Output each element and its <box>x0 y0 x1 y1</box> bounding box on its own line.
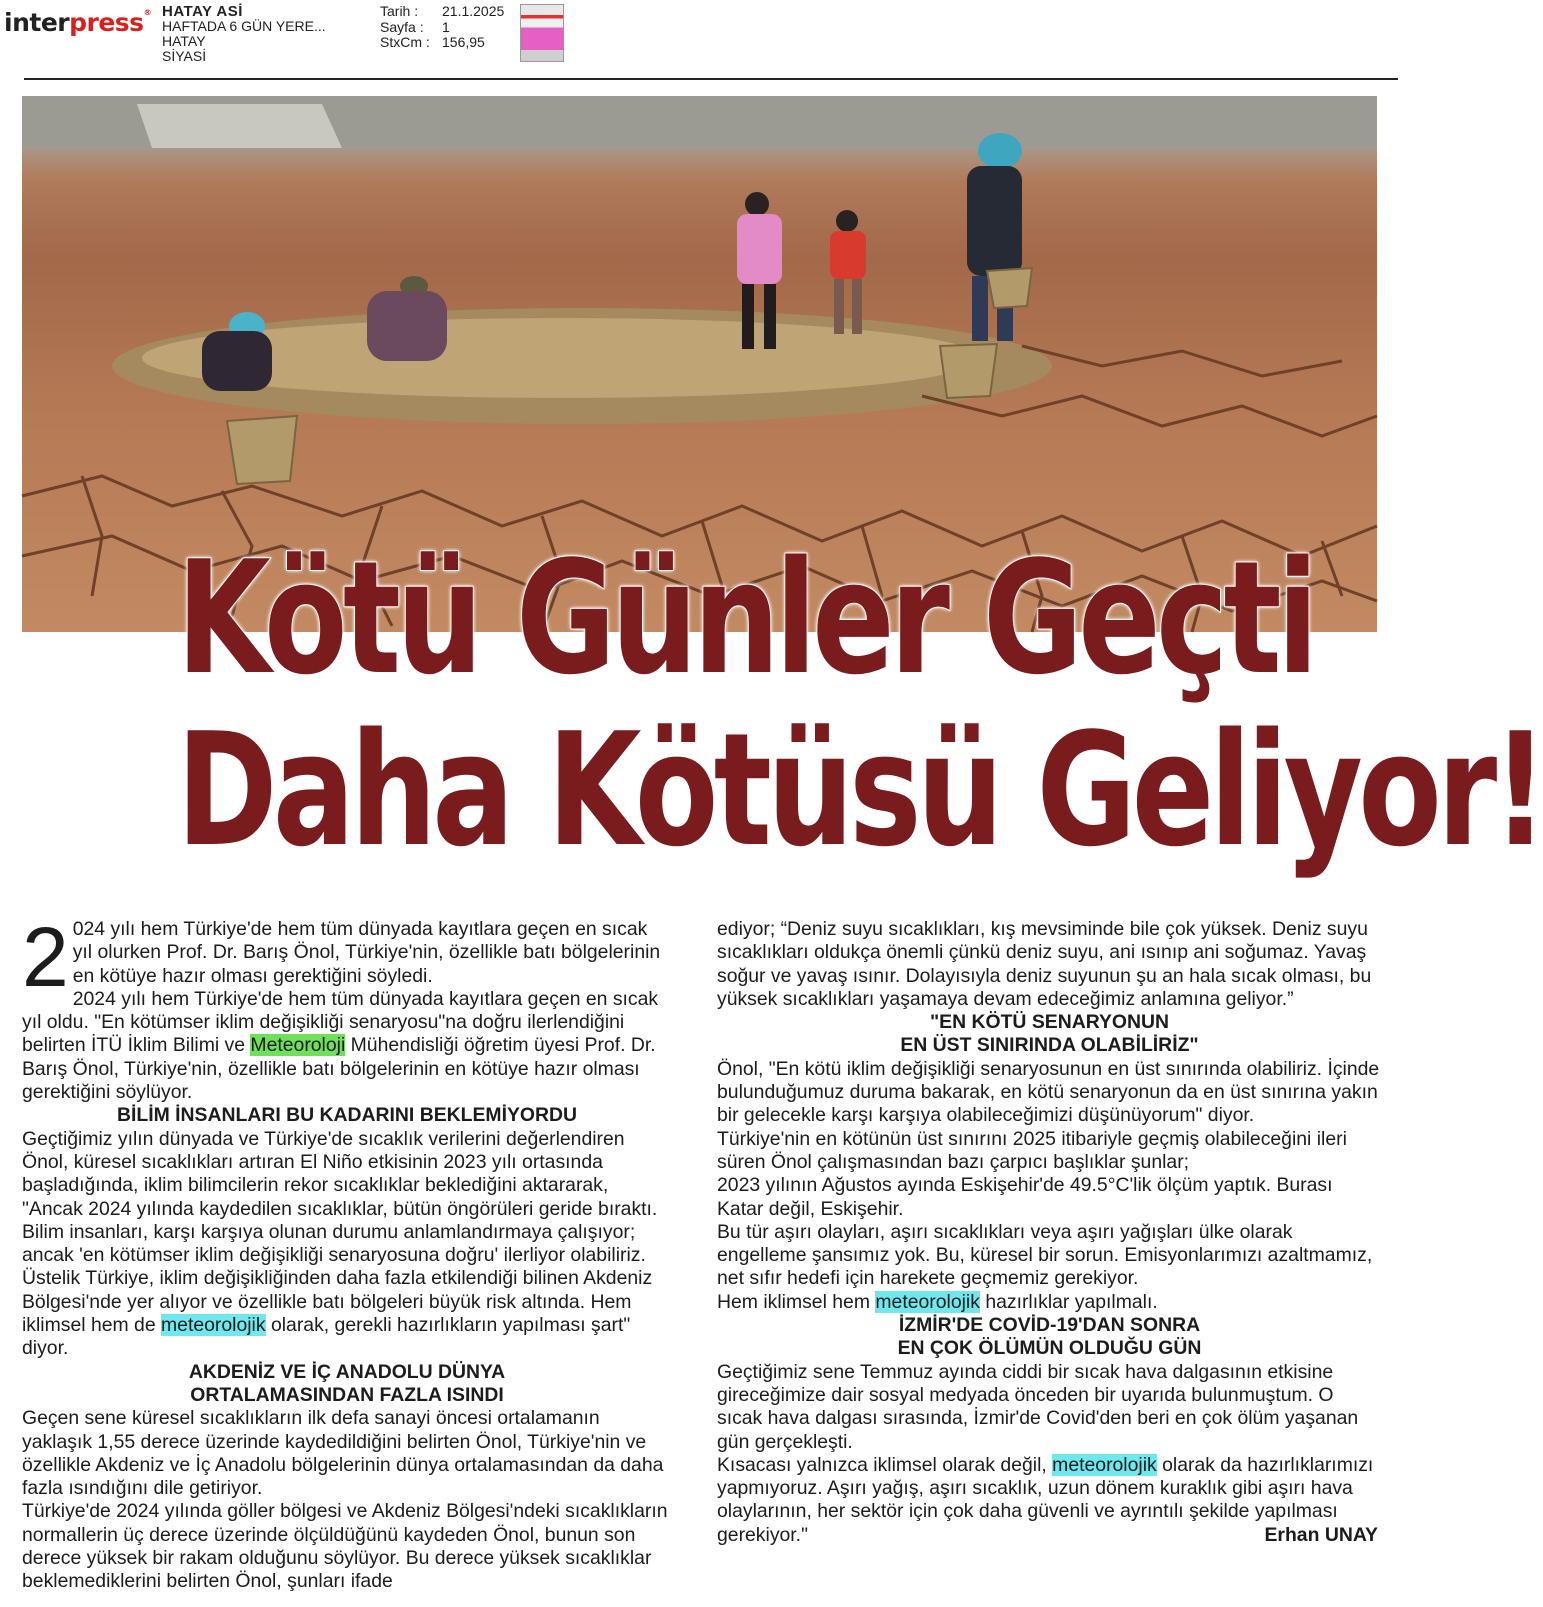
paragraph-7: Türkiye'nin en kötünün üst sınırını 2025 itibariyle geçmiş olabileceğini ileri süren Önol çalışmasından bazı çarpıcı başlıklar şunlar; <box>717 1127 1347 1173</box>
paragraph-10-text-a: Hem iklimsel hem <box>717 1290 876 1313</box>
paragraph-2-text-b: olarak, gerekli hazırlıkların yapılması şart" diyor. <box>22 1314 631 1360</box>
subheading-3-line-1: "EN KÖTÜ SENARYONUN <box>929 1011 1170 1034</box>
stxcm-value: 156,95 <box>442 34 485 50</box>
highlight-meteorolojik-3: meteorolojik <box>1052 1453 1157 1476</box>
paragraph-1-text-b: Mühendisliği öğretim üyesi Prof. Dr. Barış Önol, Türkiye'nin, özellikle batı bölgelerinin en kötüye hazır olması gerektiğini söylüyor. <box>22 1034 656 1104</box>
subheading-4 <box>717 1314 1382 1361</box>
headline <box>176 527 1543 881</box>
clipping-meta <box>380 4 504 51</box>
page-thumbnail[interactable] <box>520 4 564 62</box>
publication-frequency: HAFTADA 6 GÜN YERE... <box>162 18 326 34</box>
highlight-meteorolojik-1: meteorolojik <box>161 1314 266 1337</box>
logo-accent: press <box>69 8 144 37</box>
subheading-1: BİLİM İNSANLARI BU KADARINI BEKLEMİYORDU <box>117 1104 577 1127</box>
subheading-3-line-2: EN ÜST SINIRINDA OLABİLİRİZ" <box>900 1034 1199 1057</box>
paragraph-10-text-b: hazırlıklar yapılmalı. <box>979 1290 1158 1313</box>
paragraph-12 <box>717 1454 1382 1547</box>
paragraph-6: Önol, "En kötü iklim değişikliği senaryosunun en üst sınırında olabiliriz. İçinde bulunduğumuz duruma bakarak, en kötü senaryonun da en üst sınırına yakın bir gelecekle karşı karşıya olabileceğimizi düşünüyorum" diyor. <box>717 1057 1380 1127</box>
date-label: Tarih : <box>380 3 419 19</box>
subheading-2-line-2: ORTALAMASINDAN FAZLA ISINDI <box>190 1383 504 1406</box>
paragraph-2-text-a: Geçtiğimiz yılın dünyada ve Türkiye'de sıcaklık verilerini değerlendiren Önol, küresel sıcaklıkları artıran El Niño etkisinin 2023 yılı ortasında başladığında, iklim bilimcilerin rekor sıcaklıklar beklediğini aktararak, "Ancak 2024 yılında kaydedilen sıcaklıklar, bütün öngörüleri geride bıraktı. Bilim insanları, karşı karşıya olunan durumu anlamlandırmaya çalışıyor; ancak 'en kötümser iklim değişikliği senaryosuna doğru' ilerliyor olabiliriz. Üstelik Türkiye, iklim değişikliğinden daha fazla etkilendiği bilinen Akdeniz Bölgesi'nde yer alıyor ve özellikle batı bölgeleri büyük risk altında. Hem iklimsel hem de <box>22 1127 658 1337</box>
paragraph-11: Geçtiğimiz sene Temmuz ayında ciddi bir sıcak hava dalgasının etkisine gireceğimize dair sosyal medyada önceden bir uyarıda bulunmuştum. O sıcak hava dalgası sırasında, İzmir'de Covid'den beri en çok ölüm yaşanan gün gerçekleşti. <box>717 1360 1359 1453</box>
article-column-left <box>22 910 672 1594</box>
page-value: 1 <box>442 18 450 35</box>
publication-info <box>162 4 326 64</box>
wall-highlight <box>137 104 342 148</box>
logo-mark: ® <box>143 8 152 17</box>
publication-category: SİYASİ <box>162 48 207 64</box>
highlight-meteorolojik-2: meteorolojik <box>875 1290 980 1313</box>
paragraph-2 <box>22 1128 672 1361</box>
paragraph-12-text-a: Kısacası yalnızca iklimsel olarak değil, <box>717 1453 1053 1476</box>
subheading-2 <box>22 1361 672 1408</box>
stxcm-label: StxCm : <box>380 34 430 50</box>
date-value: 21.1.2025 <box>442 3 505 19</box>
paragraph-5: ediyor; “Deniz suyu sıcaklıkları, kış mevsiminde bile çok yüksek. Deniz suyu sıcaklıkları oldukça önemli çünkü deniz suyu, ani ısınıp ani soğumaz. Yavaş soğur ve yavaş ısınır. Dolayısıyla deniz suyunun şu an hala sıcak olması, bu yüksek sıcaklıkları yaşamaya devam edeceğimiz anlamına geliyor.” <box>717 918 1372 1010</box>
logo-main: inter <box>4 8 70 37</box>
author-signature: Erhan UNAY <box>1264 1523 1378 1546</box>
paragraph-3: Geçen sene küresel sıcaklıkların ilk defa sanayi öncesi ortalamanın yaklaşık 1,55 derece üzerinde kaydedildiğini belirten Önol, Türkiye'nin ve özellikle Akdeniz ve İç Anadolu bölgelerinin dünya ortalamasından da daha fazla ısındığını dile getiriyor. <box>22 1407 664 1500</box>
paragraph-4: Türkiye'de 2024 yılında göller bölgesi ve Akdeniz Bölgesi'ndeki sıcaklıkların normallerin üç derece üzerinde ölçüldüğünü kaydeden Önol, bunun son derece yüksek bir rakam olduğunu söylüyor. Bu derece yüksek sıcaklıklar beklemediklerini belirten Önol, şunları ifade <box>22 1500 668 1593</box>
paragraph-12-text-b: olarak da hazırlıklarımızı yapmıyoruz. Aşırı yağış, aşırı sıcaklık, uzun dönem kuraklık gibi aşırı hava olaylarının, her sektör için çok daha güvenli ve ayrıntılı şekilde yapılması gerekiyor." <box>717 1453 1374 1546</box>
paragraph-8: 2023 yılının Ağustos ayında Eskişehir'de 49.5°C'lik ölçüm yaptık. Burası Katar değil, Eskişehir. <box>717 1174 1333 1220</box>
paragraph-9: Bu tür aşırı olayları, aşırı sıcaklıkları veya aşırı yağışları ülke olarak engelleme şansımız yok. Bu, küresel bir sorun. Emisyonlarımızı azaltmamız, net sıfır hedefi için harekete geçmemiz gerekiyor. <box>717 1220 1373 1290</box>
subheading-4-line-2: EN ÇOK ÖLÜMÜN OLDUĞU GÜN <box>897 1337 1202 1360</box>
interpress-logo <box>4 8 151 37</box>
header-divider <box>24 78 1398 80</box>
lead-text: 024 yılı hem Türkiye'de hem tüm dünyada kayıtlara geçen en sıcak yıl olurken Prof. Dr. Barış Önol, Türkiye'nin, özellikle batı bölgelerinin en kötüye hazır olması gerektiğini söyledi. <box>72 918 661 987</box>
subheading-2-line-1: AKDENİZ VE İÇ ANADOLU DÜNYA <box>188 1360 506 1383</box>
paragraph-1 <box>22 988 672 1104</box>
paragraph-10 <box>717 1291 1382 1314</box>
headline-line-1: Kötü Günler Geçti <box>176 527 1314 709</box>
publication-name: HATAY ASİ <box>162 3 243 20</box>
headline-line-2: Daha Kötüsü Geliyor! <box>176 699 1543 881</box>
paragraph-1-text-a: 2024 yılı hem Türkiye'de hem tüm dünyada kayıtlara geçen en sıcak yıl oldu. "En kötümser iklim değişikliği senaryosu"na doğru ilerlendiğini belirten İTÜ İklim Bilimi ve <box>22 987 659 1057</box>
page-label: Sayfa : <box>380 18 424 35</box>
highlight-meteoroloji: Meteoroloji <box>250 1034 346 1057</box>
subheading-3 <box>717 1011 1382 1058</box>
article-column-right <box>717 918 1382 1547</box>
lead-paragraph <box>22 910 672 1004</box>
drop-cap: 2 <box>22 910 69 1004</box>
subheading-4-line-1: İZMİR'DE COVİD-19'DAN SONRA <box>898 1314 1201 1337</box>
publication-region: HATAY <box>162 33 206 49</box>
